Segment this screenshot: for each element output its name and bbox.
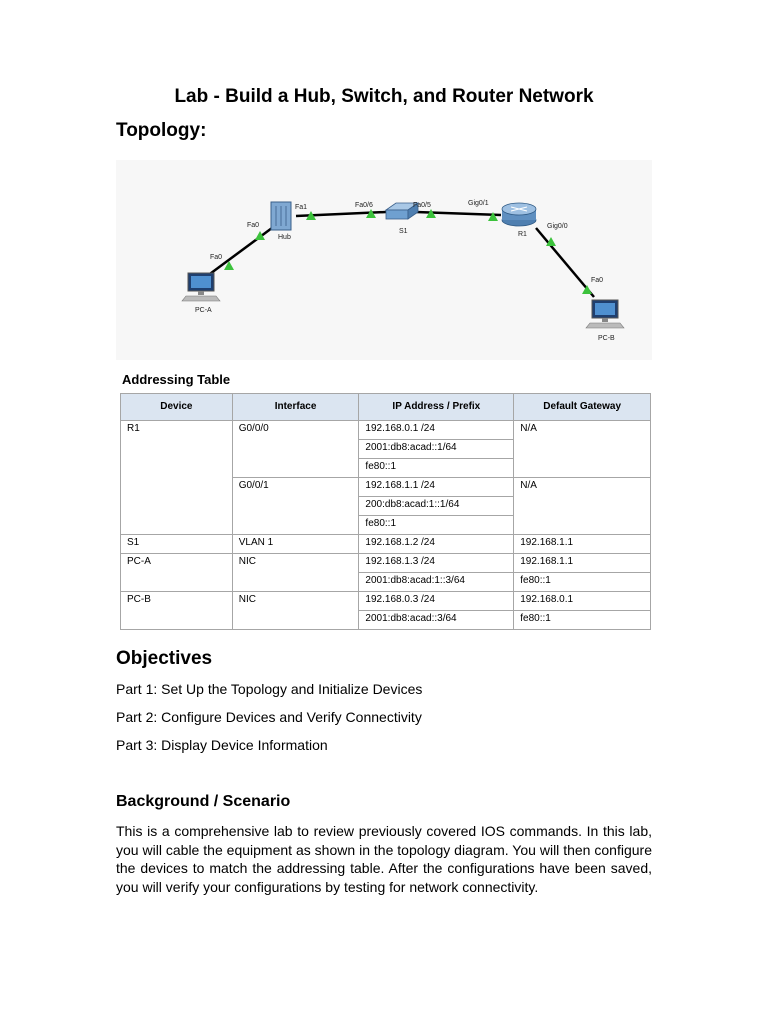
cell-interface-r1-g001: G0/0/1 [232,478,359,535]
header-gateway: Default Gateway [514,394,651,421]
label-pca-fa0: Fa0 [210,254,223,261]
background-heading: Background / Scenario [116,793,291,810]
label-pcb: PC-B [598,335,615,342]
router-icon [502,203,536,226]
header-interface: Interface [232,394,359,421]
cell-gateway: fe80::1 [514,573,651,592]
label-s1-fa06: Fa0/6 [355,202,373,209]
page-title: Lab - Build a Hub, Switch, and Router Network [174,86,594,107]
label-s1-fa05: Fa0/5 [413,202,431,209]
hub-icon [271,202,291,230]
cell-ip: 2001:db8:acad:1::3/64 [359,573,514,592]
label-pcb-fa0: Fa0 [591,277,604,284]
table-row [121,554,651,573]
cell-interface-pca: NIC [232,554,359,592]
cell-ip: 2001:db8:acad::1/64 [359,440,514,459]
cell-interface-r1-g000: G0/0/0 [232,421,359,478]
table-row [121,535,651,554]
table-header-row [121,394,651,421]
cell-gateway: 192.168.1.1 [514,554,651,573]
objectives-heading: Objectives [116,648,213,669]
cell-ip: 192.168.0.3 /24 [359,592,514,611]
diagram-background [116,160,652,360]
cell-interface-pcb: NIC [232,592,359,630]
objectives-list [116,681,422,765]
addressing-table-heading: Addressing Table [122,372,231,387]
cell-gateway: 192.168.0.1 [514,592,651,611]
cell-ip: 2001:db8:acad::3/64 [359,611,514,630]
cell-ip: fe80::1 [359,459,514,478]
header-device: Device [121,394,233,421]
background-paragraph: This is a comprehensive lab to review previously covered IOS commands. In this lab, you will cable the equipment as shown in the topology diagram. You will then configure the devices to match the addressing table. After the configurations have been saved, you will verify your configurations by testing for network connectivity. [116,823,652,895]
cell-ip: 192.168.1.3 /24 [359,554,514,573]
objective-part-1: Part 1: Set Up the Topology and Initialize Devices [116,681,423,697]
label-hub: Hub [278,234,291,241]
cell-gateway-r1-g000: N/A [514,421,651,478]
cell-device-s1: S1 [121,535,233,554]
topology-heading: Topology: [116,120,207,141]
label-hub-fa1: Fa1 [295,204,308,211]
label-s1: S1 [399,228,408,235]
label-hub-fa0: Fa0 [247,222,260,229]
cell-gateway: fe80::1 [514,611,651,630]
label-r1: R1 [518,231,527,238]
cell-gateway-r1-g001: N/A [514,478,651,535]
label-pca: PC-A [195,307,212,314]
pc-a-icon [182,273,220,301]
header-ip: IP Address / Prefix [359,394,514,421]
cell-device-pcb: PC-B [121,592,233,630]
label-r1-gig00: Gig0/0 [547,223,568,230]
objective-part-3: Part 3: Display Device Information [116,737,328,753]
cell-ip: 200:db8:acad:1::1/64 [359,497,514,516]
pc-b-icon [586,300,624,328]
cell-interface-s1: VLAN 1 [232,535,359,554]
cell-device-pca: PC-A [121,554,233,592]
topology-diagram [116,160,652,360]
cell-ip: fe80::1 [359,516,514,535]
label-r1-gig01: Gig0/1 [468,200,489,207]
cell-ip: 192.168.1.1 /24 [359,478,514,497]
cell-ip: 192.168.0.1 /24 [359,421,514,440]
table-row [121,421,651,440]
objective-part-2: Part 2: Configure Devices and Verify Connectivity [116,709,422,725]
cell-gateway: 192.168.1.1 [514,535,651,554]
cell-device-r1: R1 [121,421,233,535]
addressing-table [120,393,651,630]
table-row [121,592,651,611]
cell-ip: 192.168.1.2 /24 [359,535,514,554]
